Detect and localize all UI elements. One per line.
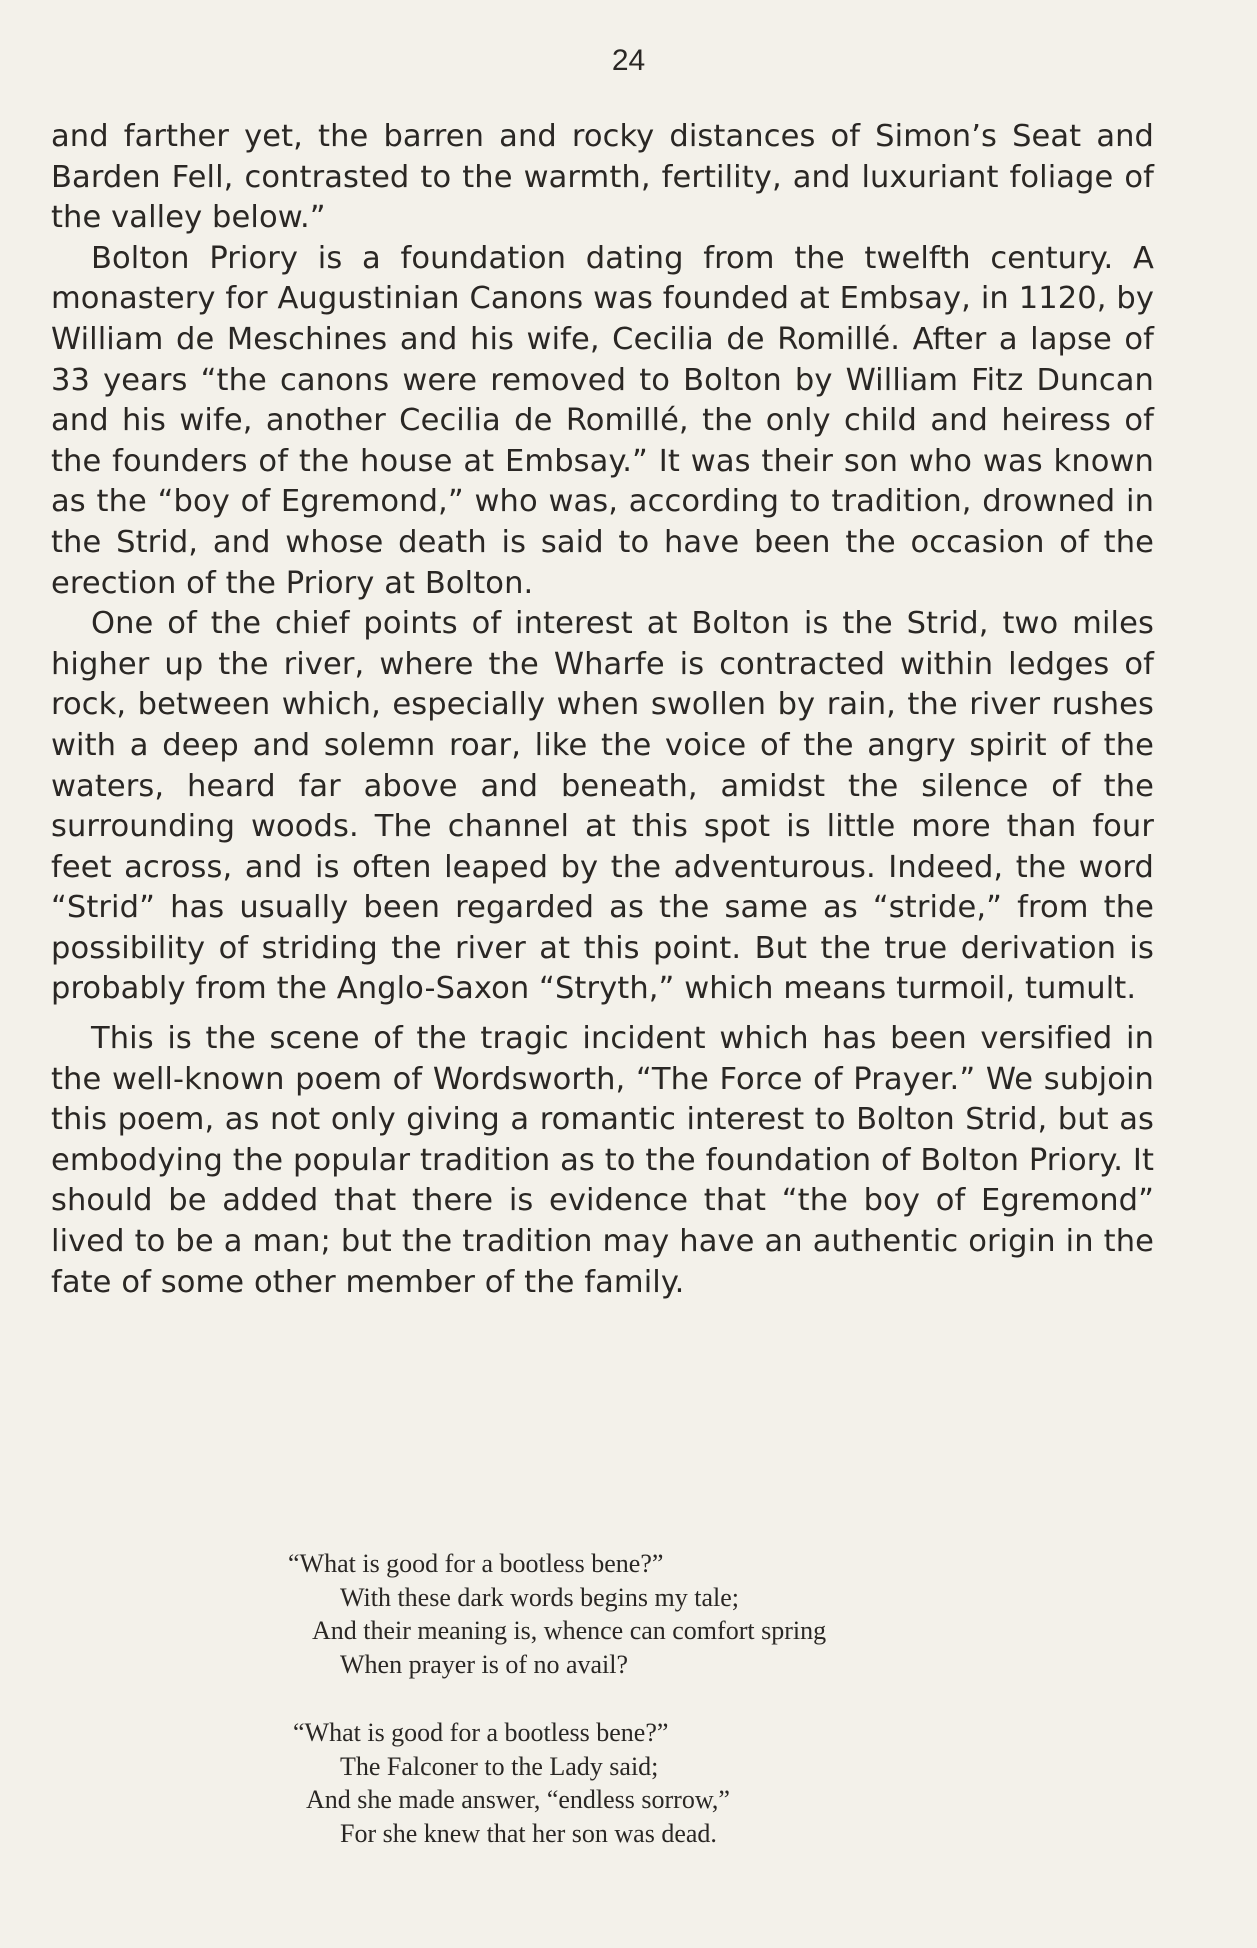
paragraph: This is the scene of the tragic incident which has been versified in the well-known poem of Wordsworth, “The Force of Prayer.” We subjoin this poem, as not only giving a romantic interest to Bolton Strid, but as embodying the popular tradition as to the foundation of Bolton Priory. It should be added that there is evidence that “the boy of Egremond” lived to be a man; but the tradition may have an authentic origin in the fate of some other member of the family.	[51, 1021, 1154, 1300]
page-number: 24	[611, 44, 646, 77]
poem-line: And she made answer, “endless sorrow,”	[306, 1785, 730, 1814]
poem	[0, 1547, 1257, 1885]
poem-line: When prayer is of no avail?	[340, 1649, 629, 1679]
paragraph: and farther yet, the barren and rocky distances of Simon’s Seat and Barden Fell, contrasted to the warmth, fertility, and luxuriant foliage of the valley below.”	[51, 119, 1154, 236]
poem-line: For she knew that her son was dead.	[340, 1818, 717, 1848]
body-text	[51, 117, 1154, 1303]
poem-line: The Falconer to the Lady said;	[340, 1751, 659, 1781]
poem-line: With these dark words begins my tale;	[340, 1582, 739, 1612]
poem-line: “What is good for a bootless bene?”	[293, 1718, 669, 1747]
paragraph: One of the chief points of interest at Bolton is the Strid, two miles higher up the river, where the Wharfe is contracted within ledges of rock, between which, especially when swollen by rain, the river rushes with a deep and solemn roar, like the voice of the angry spirit of the waters, heard far above and beneath, amidst the silence of the surrounding woods. The channel at this spot is little more than four feet across, and is often leaped by the adventurous. Indeed, the word “Strid” has usually been regarded as the same as “stride,” from the possibility of striding the river at this point. But the true derivation is probably from the Anglo-Saxon “Stryth,” which means turmoil, tumult.	[51, 606, 1154, 1007]
poem-stanza	[0, 1547, 1257, 1681]
poem-line: “What is good for a bootless bene?”	[288, 1549, 664, 1578]
paragraph: Bolton Priory is a foundation dating from the twelfth century. A monastery for Augustinian Canons was founded at Embsay, in 1120, by William de Meschines and his wife, Cecilia de Romillé. After a lapse of 33 years “the canons were removed to Bolton by William Fitz Duncan and his wife, another Cecilia de Romillé, the only child and heiress of the founders of the house at Embsay.” It was their son who was known as the “boy of Egremond,” who was, according to tradition, drowned in the Strid, and whose death is said to have been the occasion of the erection of the Priory at Bolton.	[51, 240, 1154, 601]
poem-line: And their meaning is, whence can comfort spring	[312, 1616, 827, 1645]
poem-stanza	[0, 1716, 1257, 1850]
